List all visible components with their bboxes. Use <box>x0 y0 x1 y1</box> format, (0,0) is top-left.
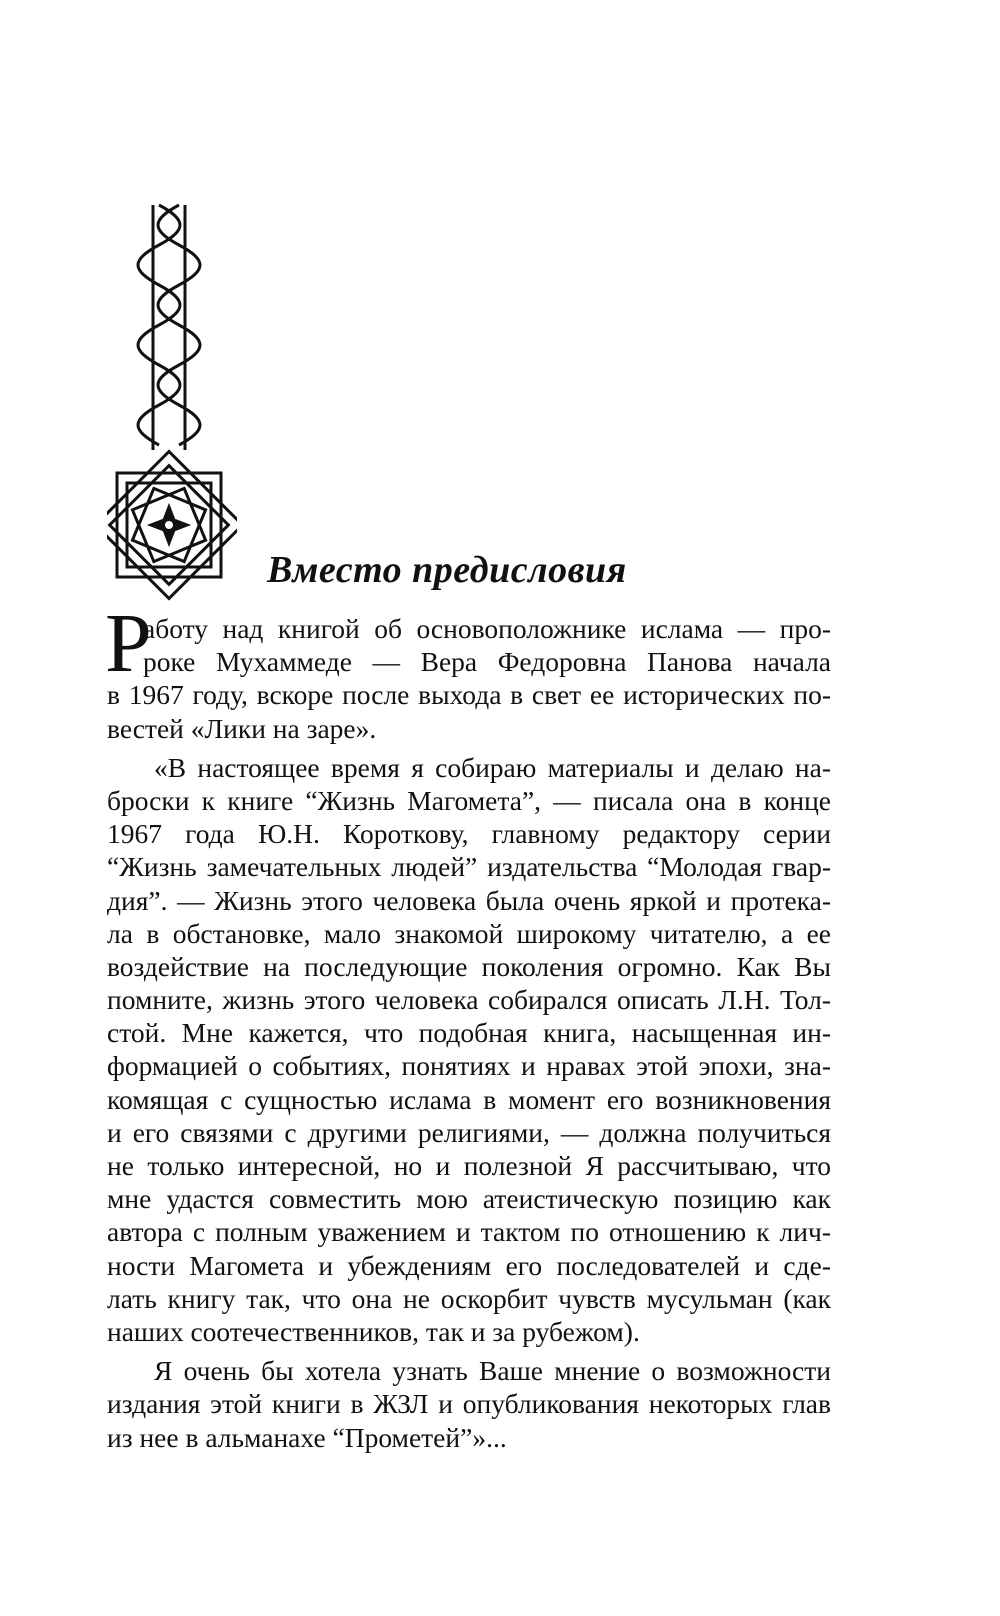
section-heading: Вместо предисловия <box>267 549 627 591</box>
text-line: броски к книге “Жизнь Магомета”, — писала она в конце <box>107 784 831 816</box>
drop-cap: Р <box>105 597 152 690</box>
text-line: не только интересной, но и полезной Я рассчитываю, что <box>107 1150 831 1181</box>
text-line: и его связями с другими религиями, — должна получиться <box>107 1116 831 1148</box>
text-line: издания этой книги в ЖЗЛ и опубликования некоторых глав <box>107 1388 831 1420</box>
body-text <box>105 597 831 1454</box>
text-line: вестей «Лики на заре». <box>107 712 377 744</box>
text-line: в 1967 году, вскоре после выхода в свет ее исторических по- <box>107 679 831 711</box>
text-line: лать книгу так, что она не оскорбит чувств мусульман (как <box>107 1282 831 1314</box>
text-line: дия”. — Жизнь этого человека была очень яркой и протека- <box>107 884 831 916</box>
text-line: воздействие на последующие поколения огромно. Как Вы <box>107 950 831 982</box>
text-line: Я очень бы хотела узнать Ваше мнение о возможности <box>154 1355 831 1387</box>
paragraph-2 <box>107 751 831 1348</box>
text-line: 1967 года Ю.Н. Короткову, главному редактору серии <box>107 818 831 850</box>
text-line: наших соотечественников, так и за рубежом). <box>107 1315 640 1347</box>
octagram-knot-icon <box>107 451 237 598</box>
paragraph-1 <box>105 597 831 745</box>
text-line: комящая с сущностью ислама в момент его возникновения <box>107 1083 831 1115</box>
text-line: стой. Мне кажется, что подобная книга, насыщенная ин- <box>107 1017 831 1049</box>
text-line: Р аботу над книгой об основоположнике ислама — про- <box>105 597 831 690</box>
paragraph-3 <box>107 1354 831 1454</box>
text-line: ности Магомета и убеждениям его последователей и сде- <box>107 1249 831 1281</box>
text-line: помните, жизнь этого человека собирался описать Л.Н. Тол- <box>107 984 831 1016</box>
text-line: из нее в альманахе “Прометей”»... <box>107 1421 507 1453</box>
text-line: «В настоящее время я собираю материалы и делаю на- <box>154 751 831 783</box>
braid-cord-icon <box>138 205 200 450</box>
text-line: формацией о событиях, понятиях и нравах этой эпохи, зна- <box>107 1050 831 1082</box>
text-line: “Жизнь замечательных людей” издательства “Молодая гвар- <box>107 851 831 883</box>
text-line: роке Мухаммеде — Вера Федоровна Панова начала <box>143 646 831 678</box>
text-line: автора с полным уважением и тактом по отношению к лич- <box>107 1216 831 1248</box>
text-line: ла в обстановке, мало знакомой широкому читателю, а ее <box>107 917 831 949</box>
text-line: мне удастся совместить мою атеистическую позицию как <box>107 1183 831 1215</box>
star-knot-ornament-icon <box>107 200 237 610</box>
